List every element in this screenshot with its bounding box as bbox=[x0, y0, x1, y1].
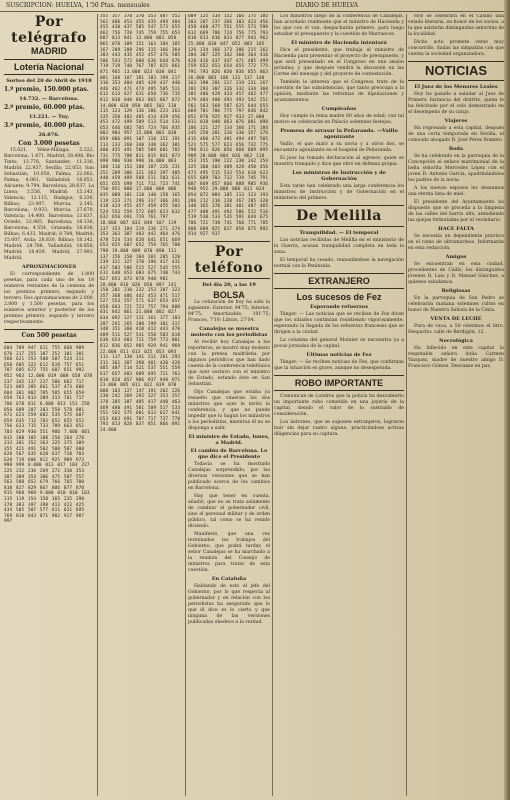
article-paragraph: Ha fallecido en esta capital la respetable señora doña Carmen Vázquez, madre de nuestro amigo D. Francisco Gómez. Descanse en paz. bbox=[408, 346, 504, 369]
article-paragraph: También le interesa que el Congreso trate de la cuestión de las subsistencias, que tanto preocupa a la opinión, mediante las reformas de diputaciones y ayuntamientos. bbox=[274, 80, 404, 103]
article-paragraph: El temporal ha cesado, reanudándose la navegación normal con la Península. bbox=[274, 258, 404, 269]
article-subheading: El ministro de Estado, lunes, a Madrid. bbox=[188, 433, 270, 446]
column-rule bbox=[97, 14, 98, 796]
number-list: 355 357 378 370 353 487 552 562 406 453 455 435 494 484 455 430 437 505 547 573 655 662 756 728 745 759 755 653 887 813 841 12.000 001 058 061 078 109 151 163 184 185 167 209 288 296 315 366 364 383 443 435 452 457 476 505 506 543 572 600 636 644 676 719 719 740 767 707 825 861 871 965 13.000 023 038 041 081 160 187 181 183 199 217 316 353 404 405 428 437 446 446 462 471 474 495 505 511 612 613 627 631 650 736 735 812 838 840 863 865 867 872 14.000 020 050 065 102 110 115 123 129 136 206 223 263 335 350 402 405 414 429 456 453 472 499 509 513 514 531 653 646 682 705 724 766 835 882 903 957 15.000 003 038 059 086 091 107 110 151 191 213 233 268 340 348 362 381 400 455 491 505 509 601 702 731 775 780 811 815 841 873 890 906 930 990 16.000 063 108 116 153 180 187 226 231 251 289 306 321 363 397 405 440 459 489 508 511 583 611 651 655 698 711 711 723 741 750 851 888 17.000 000 006 035 088 101 110 140 158 165 219 223 271 296 317 366 391 418 424 455 457 459 455 503 524 553 559 572 605 623 632 632 656 691 719 761 797 18.000 007 033 048 107 119 137 153 184 219 236 271 274 353 363 387 403 442 464 476 478 524 534 620 641 651 669 653 655 687 652 759 765 780 798 19.000 009 070 090 111 137 156 158 184 201 205 228 239 321 327 370 396 417 431 437 503 506 515 527 545 555 611 640 653 683 675 740 743 827 853 873 878 948 981 20.000 016 026 050 097 141 158 201 210 232 253 287 323 357 368 406 442 453 471 517 527 553 557 571 637 653 657 658 663 721 723 757 794 800 831 842 861 21.000 002 027 034 092 127 131 161 177 183 207 241 265 288 299 301 317 348 351 368 410 412 443 470 489 511 527 541 550 583 618 630 654 683 711 759 773 801 812 836 852 905 929 941 969 22.000 011 013 025 053 093 111 117 138 141 211 261 293 311 361 387 398 401 420 426 485 487 514 521 537 551 559 617 657 683 689 695 721 763 818 828 857 906 937 948 971 23.000 005 011 022 039 070 088 103 127 147 191 202 226 238 242 269 292 327 353 357 378 385 387 405 417 440 463 469 480 491 501 509 517 533 551 562 575 601 613 627 641 653 663 691 707 717 737 778 793 813 828 837 851 866 891 24.000 bbox=[100, 14, 181, 433]
article-subheading: VENTA DE LECHE bbox=[430, 316, 482, 322]
column-1 bbox=[4, 14, 94, 796]
draw-date: Sorteo del 20 de Abril de 1918 bbox=[6, 78, 92, 84]
approximations-text: El correspondiente de 1.000 pesetas, para cada uno de los 18 números restantes de la centena de los premios primero, segundo y tercero. Dos aproximaciones de 2.000, 2.000 y 1.500 pesetas, para los números anterior y posterior de los premios primero, segundo y tercero respectivamente. bbox=[4, 272, 94, 325]
column-rule bbox=[406, 14, 407, 796]
number-list: 604 709 947 611 755 668 909 676 217 255 107 252 101 301 560 621 553 508 507 524 211 658 605 322 612 619 757 651 707 605 672 755 607 651 992 952 963 12.000 019 008 658 078 237 345 137 237 506 662 717 523 005 205 661 537 473 606 604 301 802 705 505 655 659 659 763 813 209 313 701 717 706 678 811 6.000 013 151 258 056 609 207 303 558 578 001 672 623 559 002 535 575 607 659 635 712 703 652 655 652 756 623 715 733 789 663 851 703 829 930 551 906 7.000 001 015 100 105 188 250 264 270 313 301 352 363 325 375 309 355 421 491 502 508 507 600 620 567 635 628 637 710 703 620 719 606 812 925 909 973 998 999 8.000 013 017 103 227 225 232 236 269 272 330 353 387 309 354 386 475 507 557 563 588 652 679 766 765 700 810 827 829 867 806 877 870 915 968 969 9.000 010 010 103 115 119 154 158 165 235 290 370 383 397 398 413 423 425 434 505 507 577 611 621 695 769 818 843 871 902 917 987 997 bbox=[4, 346, 93, 525]
approximations-heading: APROXIMACIONES bbox=[21, 264, 77, 270]
article-paragraph: Dicho acto promete verse muy concurrido, dadas las simpatías con que cuenta la sociedad organizadora. bbox=[408, 40, 504, 57]
prizes-3000-heading: Con 3.000 pesetas bbox=[18, 140, 80, 147]
article-subheading: Cumpleaños bbox=[321, 106, 357, 112]
article-subheading: Religiosas bbox=[441, 288, 471, 294]
column-3 bbox=[188, 14, 270, 796]
article-paragraph: Las noticias recibidas de Melilla en el ministerio de la Guerra, acusan tranquilidad completa en toda la zona. bbox=[274, 238, 404, 255]
column-rule bbox=[185, 14, 186, 796]
article-paragraph: A los nuevos esposos les deseamos una eterna luna de miel. bbox=[408, 186, 504, 197]
column-2 bbox=[100, 14, 182, 796]
article-subheading: Los ministros de Instrucción y de Gobernación bbox=[292, 170, 386, 182]
madrid-heading: MADRID bbox=[31, 46, 67, 56]
article-paragraph: Hay que tener en cuenta, añadió, que no se trata solamente de cambiar el gobernador civil, sino el personal militar y de orden público, tal como se ha venido diciendo. bbox=[188, 493, 270, 529]
article-paragraph: Al recibir hoy Canalejas a los reporteros, se mostró muy molesto con la prensa madrileña por algunos periódicos que han dado cuenta de la conferencia telefónica que ayer sostuvo con el ministro de Estado, estando éste en San Sebastián. bbox=[188, 339, 270, 387]
prizes-500-heading: Con 500 pesetas bbox=[4, 329, 94, 343]
article-subheading: Canalejas se muestra molesto con los periodistas bbox=[190, 325, 268, 338]
telephone-date: Del día 20, a las 19 bbox=[202, 281, 256, 288]
article-subheading: Tranquilidad. — El temporal bbox=[299, 230, 379, 236]
number-list: 009 125 134 152 166 175 185 203 207 237 366 383 423 456 458 460 477 551 555 573 596 612 669 706 724 756 775 793 810 813 816 833 877 943 962 25.000 030 047 052 083 105 126 134 166 173 206 215 262 284 307 325 342 360 364 416 420 426 437 447 471 485 499 559 652 653 654 655 772 775 791 793 826 830 836 855 863 26.000 083 106 131 137 140 163 190 201 217 219 231 267 281 293 307 326 332 334 360 381 406 428 433 457 462 477 479 484 488 493 493 542 551 561 563 568 587 625 644 655 669 701 706 775 797 836 842 851 870 925 927 933 27.000 011 018 040 063 076 081 098 106 121 127 134 160 171 184 245 250 281 316 330 357 376 415 460 472 481 494 497 505 521 575 577 623 656 732 775 798 811 826 856 860 889 895 909 28.000 004 026 062 118 153 155 190 222 230 242 254 325 360 403 409 428 450 456 473 495 515 533 554 610 623 655 689 703 712 739 745 791 807 849 857 866 888 905 936 948 952 29.000 006 011 024 054 072 084 105 113 123 193 206 212 216 238 267 285 320 340 365 370 381 401 407 465 477 480 491 492 506 512 516 519 530 533 535 591 644 675 706 721 738 741 760 771 785 800 809 825 837 858 875 892 914 927 937 bbox=[188, 14, 269, 238]
article-paragraph: Comunican de Londres que la policía ha descubierto un importante robo cometido en una joyería de la capital, siendo el valor de lo sustraído de consideración. bbox=[274, 394, 404, 417]
article-subheading: Necrológica bbox=[439, 338, 473, 344]
column-rule bbox=[272, 14, 273, 796]
second-prize-number: 13.221. — Tuy. bbox=[28, 114, 70, 120]
article-paragraph: Se ha celebrado en la parroquia de la Concepción el enlace matrimonial de la bella señorita Mercedes López con el joven D. Antonio García, apadrinándolos los padres de la novia. bbox=[408, 154, 504, 183]
article-paragraph: Todavía se ha mostrado Canalejas sorprendido, por las diversas versiones que se han publicado acerca de los cambios en Barcelona. bbox=[188, 461, 270, 491]
article-paragraph: Ha regresado a esta capital, después de una corta temporada en Sevilla, el conocido abogado D. José Pérez Romero. bbox=[408, 126, 504, 143]
lottery-heading: Lotería Nacional bbox=[4, 59, 94, 75]
article-paragraph: Dice el presidente, que trabaja el ministro de Hacienda para presentar el proyecto de presupuesto, y que será presentado en el Congreso en una sesión próxima; y que después vendrá la discusión en las Cortes del mensaje y del proyecto de contestación. bbox=[274, 48, 404, 77]
article-paragraph: Se necesita un dependiente práctico en el ramo de ultramarinos. Informarán en esta redacción. bbox=[408, 234, 504, 251]
article-paragraph: Tánger. — Se reciben noticias de Fez, que confirman que la situación es grave, aunque no desesperada. bbox=[274, 360, 404, 371]
article-subheading: El Juez de los Menores Leales bbox=[414, 84, 498, 90]
first-prize: 1.º premio, 150.000 ptas. bbox=[4, 86, 89, 93]
telegraph-heading: Por telégrafo bbox=[11, 14, 87, 46]
robbery-heading: ROBO IMPORTANTE bbox=[274, 375, 404, 391]
article-paragraph: Manifestó, que una vez terminados los trabajos del Gobierno, que podrá tardar, el señor Canalejas se ha marchado a la reunión del Consejo de ministros para tratar de esta cuestión. bbox=[188, 531, 270, 573]
third-prize: 3.º premio, 40.000 ptas. bbox=[4, 122, 85, 129]
fez-heading: Los sucesos de Fez bbox=[296, 292, 382, 302]
page-header bbox=[0, 0, 510, 12]
article-paragraph: El presidente del Ayuntamiento ha dispuesto que se proceda a la limpieza de las calles del barrio alto, atendiendo las quejas formuladas por el vecindario. bbox=[408, 200, 504, 223]
article-paragraph: Hoy ha pasado a saludar al Juez de Primera Instancia del distrito, quien le ha felicitado por el celo demostrado en el desempeño de su cargo. bbox=[408, 92, 504, 115]
article-paragraph: Se encuentran en esta ciudad, procedentes de Cádiz, los distinguidos jóvenes D. Luis y D. Manuel Sánchez, a quienes saludamos. bbox=[408, 262, 504, 285]
winners-list: 15.021, Vélez-Málaga; 5.322, Barcelona; 1.471, Madrid; 28.408, Río Tinto; 13.776, Santander; 11.336, Madrid; 22.937, Sevilla; 22.053, San Sebastián; 10.050, Palma; 22.002, Palma; 4.061, Valladolid; 18.853, Alicante; 9.794, Barcelona; 28.637, La Linea; 3.556, Madrid; 15.143, Valencia; 12.115, Badajoz; 6.336, Bilbao; 23.407, Murcia; 2.145, Barcelona; 9.933, Murcia; 27.670, Valencia; 14.400, Barcelona; 13.837, Oviedo; 23.985, Barcelona; 18.136, Barcelona; 4.554, Granada; 18.838, Bilbao; 6.433, Madrid; 8.784, Madrid; 15.007, Avila; 28.830, Bilbao; 18.142, Madrid; 28.788, Valladolid; 18.858, Madrid; 18.459, Madrid; 27.993, Madrid. bbox=[4, 148, 94, 261]
header-subscription: SUSCRIPCION: HUELVA, 1'50 Ptas. mensuales bbox=[6, 2, 150, 9]
article-paragraph: La columna del general Moinier se encuentra ya a pocas jornadas de la capital. bbox=[274, 338, 404, 349]
stock-heading: BOLSA bbox=[213, 289, 245, 300]
article-subheading: El cambio de Barcelona. Lo que dice el Presidente bbox=[190, 447, 268, 460]
article-paragraph: Tánger. — Las noticias que se reciben de Fez dicen que los sitiados continúan resistiendo vigorosamente, esperando la llegada de los refuerzos franceses que se dirigen a la ciudad. bbox=[274, 312, 404, 335]
article-paragraph: El juez ha tomado declaración al agresor, quien se muestra tranquilo y dice que obró en defensa propia. bbox=[274, 156, 404, 167]
page-binding-edge bbox=[504, 0, 510, 800]
melilla-heading: De Melilla bbox=[274, 205, 404, 227]
article-subheading: Promesa de arrasar la Peñaranda. —Vaillo agonizante bbox=[280, 128, 398, 140]
article-subheading: Boda bbox=[448, 146, 464, 152]
article-paragraph: Hoy cumple la reina madre 60 años de edad; con tal motivo se celebrarán en Palacio solemnes festejos. bbox=[274, 114, 404, 125]
article-paragraph: En la parroquia de San Pedro se celebrarán mañana solemnes cultos en honor de Nuestra Señora de la Cinta. bbox=[408, 296, 504, 313]
article-subheading: En Cataluña bbox=[211, 575, 247, 582]
article-paragraph: Los ministros luego de la conferencia de Canalejas, han acordado realmente que el ministro de Hacienda y los que con él van, despacharán primero, para luego estudiar el presupuesto y la cuestión de Marruecos. bbox=[274, 14, 404, 37]
header-title: DIARIO DE HUELVA bbox=[295, 2, 359, 9]
article-subheading: HACE FALTA bbox=[438, 226, 474, 232]
article-subheading: Viajeros bbox=[444, 118, 468, 124]
telephone-heading: Por teléfono bbox=[188, 241, 270, 279]
article-paragraph: Esta tarde han celebrado una larga conferencia los ministros de Instrucción y de Gobernación en el ministerio del primero. bbox=[274, 184, 404, 201]
second-prize: 2.º premio, 60.000 ptas. bbox=[4, 104, 85, 111]
column-5 bbox=[408, 14, 504, 796]
news-heading: NOTICIAS bbox=[408, 61, 504, 81]
foreign-heading: EXTRANJERO bbox=[274, 273, 404, 289]
article-subheading: Esperando refuerzos bbox=[310, 304, 368, 310]
third-prize-number: 26.876. bbox=[38, 132, 60, 138]
article-paragraph: Los ladrones, que se suponen extranjeros, lograron huir sin dejar rastro alguno, practicándose activas diligencias para su captura. bbox=[274, 420, 404, 437]
article-subheading: El ministro de Hacienda intentará bbox=[291, 40, 387, 46]
article-subheading: Últimas noticias de Fez bbox=[306, 352, 372, 358]
article-subheading: Amigos bbox=[445, 254, 467, 260]
article-paragraph: Hoy se celebrará en el Casino una velada literaria, en honor de los socios, a la que asistirán distinguidas señoritas de la localidad. bbox=[408, 14, 504, 37]
article-paragraph: Vaillo, el que mató a su novia y a otros dos, se encuentra agonizante en el hospital de Peñaranda. bbox=[274, 142, 404, 153]
article-paragraph: Dijo Canalejas que estaba ya resuelto que vinieran los dos ministros que ayer le invitó la conferencia, y que no puede impedir que lo hagan los ministros a los periodistas, mientras él no se disponga a salir. bbox=[188, 389, 270, 431]
first-prize-number: 14.732. — Barcelona. bbox=[19, 96, 79, 102]
article-paragraph: Pura de vaca, a 50 céntimos el litro. Despacho: calle de Berdigón, 12. bbox=[408, 324, 504, 335]
stock-text: La cotización de hoy ha sido la siguiente: Exterior, 94'75; Interior, 84'75; Amortizable, 101'75; Francos, 7'10; Libras, 27'04. bbox=[188, 299, 270, 323]
column-4 bbox=[274, 14, 404, 796]
article-paragraph: Hablando de esto el jefe del Gobierno, por lo que respecta al gobernador y en relación con los periodistas ha asegurado que lo que él dice es lo cierto y que ninguna de las versiones publicadas obedece a la verdad. bbox=[188, 583, 270, 625]
